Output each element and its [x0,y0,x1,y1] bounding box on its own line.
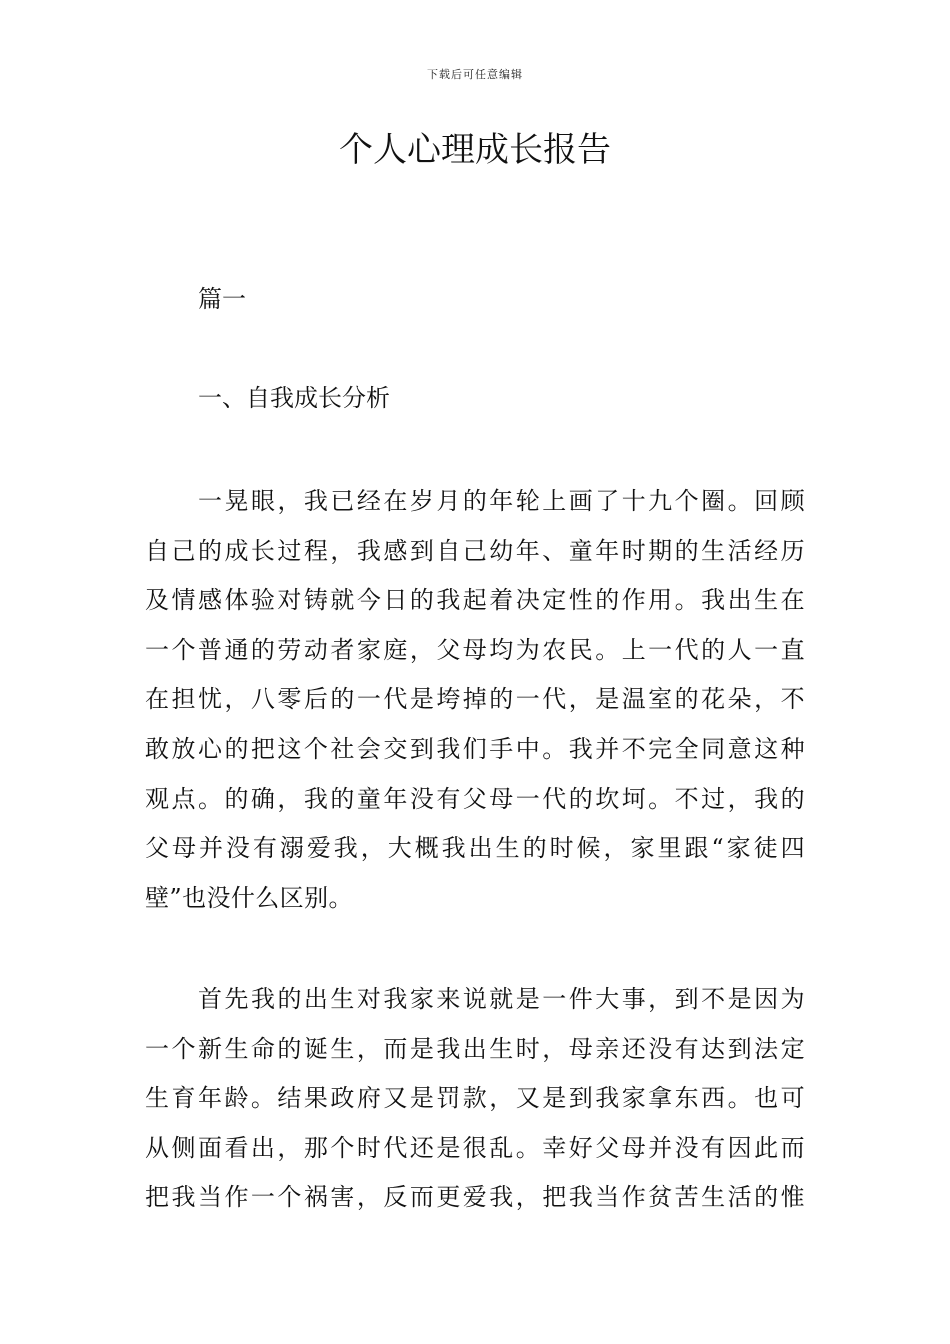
paragraph-line: 父母并没有溺爱我，大概我出生的时候，家里跟“家徒四 [145,834,805,863]
header-note: 下载后可任意编辑 [427,68,523,81]
paragraph-line: 壁”也没什么区别。 [145,883,353,912]
subsection-heading: 一、自我成长分析 [198,384,390,412]
paragraph-line: 一个新生命的诞生，而是我出生时，母亲还没有达到法定 [145,1034,805,1063]
document-title: 个人心理成长报告 [339,130,611,170]
paragraph-line: 敢放心的把这个社会交到我们手中。我并不完全同意这种 [145,734,805,763]
paragraph-line: 首先我的出生对我家来说就是一件大事，到不是因为 [198,985,805,1013]
paragraph-line: 在担忧，八零后的一代是垮掉的一代，是温室的花朵，不 [145,685,805,714]
paragraph-line: 从侧面看出，那个时代还是很乱。幸好父母并没有因此而 [145,1133,805,1162]
body-paragraph-1 [145,477,805,923]
paragraph-line: 自己的成长过程，我感到自己幼年、童年时期的生活经历 [145,536,805,565]
paragraph-line: 及情感体验对铸就今日的我起着决定性的作用。我出生在 [145,586,805,615]
paragraph-line: 生育年龄。结果政府又是罚款，又是到我家拿东西。也可 [145,1084,805,1113]
body-paragraph-2 [145,975,805,1223]
paragraph-line: 一个普通的劳动者家庭，父母均为农民。上一代的人一直 [145,635,805,664]
paragraph-line: 一晃眼，我已经在岁月的年轮上画了十九个圈。回顾 [198,487,805,515]
paragraph-line: 把我当作一个祸害，反而更爱我，把我当作贫苦生活的惟 [145,1183,805,1212]
section-label: 篇一 [198,285,246,313]
paragraph-line: 观点。的确，我的童年没有父母一代的坎坷。不过，我的 [145,784,805,813]
